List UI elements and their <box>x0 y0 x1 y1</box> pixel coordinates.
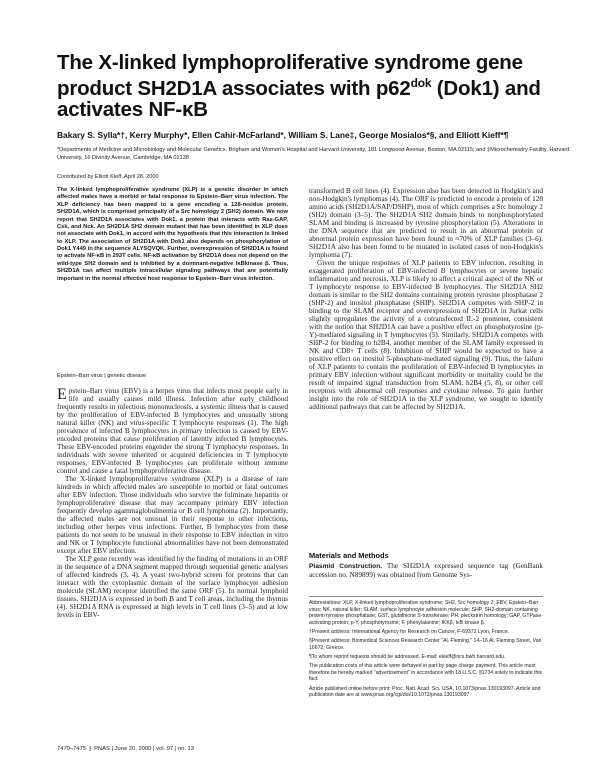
page-footer: 7470–7475 | PNAS | June 20, 2000 | vol. 97 | no. 13 <box>57 746 195 752</box>
footnote: Article published online before print: Proc. Natl. Acad. Sci. USA, 10.1073/pnas.130193097. Article and publication date are at www.pnas.org/cgi/doi/10.1073/pnas.130193097 <box>309 685 541 699</box>
affiliations: *Departments of Medicine and Microbiology and Molecular Genetics, Brigham and Women's Hospital and Harvard University, 181 Longwood Avenue, Boston, MA 02115; and ‡Microchemistry Facility, Harvard University, 16 Divinity Avenue, Cambridge, MA 02138 <box>57 147 570 161</box>
footnote-abbreviations: Abbreviations: XLP, X-linked lymphoproliferative syndrome; SH2, Src homology 2; EBV, Epstein–Barr virus; NK, natural killer; SLAM, surface lymphocyte adhesion molecule; SHP, SH2-domain containing protein tyrosine phosphatase; GST, glutathione S-transferase; PH, pleckstrin homology; GAP, GTPase-activating protein; p-Y, phosphotyrosine; F, phenylalanine; IKKβ, IκB kinase β. <box>309 600 543 626</box>
page-range: 7470–7475 <box>57 746 87 752</box>
footnotes <box>309 600 543 701</box>
title-tail: (Dok1) and activates NF-κB <box>57 76 541 121</box>
body-paragraph: transformed B cell lines (4). Expression also has been detected in Hodgkin's and non-Hodgkin's lymphomas (4). The ORF is predicted to encode a protein of 128 amino acids (SH2D1A/SAP/DSHP), most of which comprises a Src homology 2 (SH2) domain (3–5). The SH2D1A SH2 domain binds to nonphosphorylated SLAM and binding is increased by tyrosine phosphorylation (5). Alterations in the DNA sequence that are predicted to result in an abnormal protein or abnormal protein expression have been found in ≈70% of XLP families (3–6). SH2D1A also has been found to be mutated in isolated cases of non-Hodgkin's lymphoma (7). <box>309 187 543 260</box>
footnote: ¶To whom reprint requests should be addressed. E-mail: ekieff@rics.bwh.harvard.edu. <box>309 653 506 660</box>
drop-cap: E <box>57 386 67 403</box>
article-title <box>57 52 557 120</box>
contributed-line: Contributed by Elliott Kieff, April 28, 2000 <box>57 174 159 180</box>
section-heading: Materials and Methods <box>309 551 389 560</box>
methods-text: The SH2D1A expressed sequence tag (GenBank accession no. N89899) was obtained from Genome Sys- <box>309 562 543 580</box>
journal-info: PNAS | June 20, 2000 | vol. 97 | no. 13 <box>94 746 195 752</box>
footnote: †Present address: International Agency for Research on Cancer, F-69372 Lyon, France. <box>309 628 510 635</box>
footnote: §Present address: Biomedical Sciences Research Center "Al. Fleming," 14–16 Al. Fleming Street, Vari 16672, Greece. <box>309 638 542 651</box>
keywords: Epstein–Barr virus | genetic disease <box>57 373 147 379</box>
body-paragraph <box>57 387 288 475</box>
footnote: The publication costs of this article were defrayed in part by page charge payment. This article must therefore be hereby marked "advertisement" in accordance with 18 U.S.C. §1734 solely to indicate this fact. <box>309 663 543 683</box>
author-list: Bakary S. Sylla*†, Kerry Murphy*, Ellen Cahir-McFarland*, William S. Lane‡, George Mosialos*§, and Elliott Kieff*¶ <box>57 130 509 140</box>
body-paragraph: Given the unique responses of XLP patients to EBV infection, resulting in exaggerated proliferation of EBV-infected B lymphocytes or severe hepatic inflammation and necrosis, XLP is likely to affect a critical aspect of the NK or T lymphocyte response to EBV-infected B lymphocytes. The SH2D1A SH2 domain is similar to the SH2 domains containing protein tyrosine phosphatase 2 (SHP-2) and inositol phosphatase (SHIP). SH2D1A competes with SHP-2 in binding to the SLAM receptor and overexpression of SH2D1A in Jurkat cells slightly upregulates the activity of a cotransfected IL-2 promoter, consistent with the notion that SH2D1A can have a positive effect on phosphotyrosine (p-Y)-mediated signaling in T lymphocytes (5). Similarly, SH2D1A competes with SHP-2 for binding to h2B4, another member of the SLAM family expressed in NK and CD8+ T cells (8). Inhibition of SHIP would be expected to have a positive effect on inositol 5-phosphate-mediated signaling (9). Thus, the failure of XLP patients to contain the proliferation of EBV-infected B lymphocytes in primary EBV infection without significant morbidity or mortality could be the result of impaired signal transduction from SLAM, h2B4 (5, 8), or other cell receptors with abnormal cell responses and cytokine release. To gain further insight into the role of SH2D1A in the XLP syndrome, we sought to identify additional pathways that can be affected by SH2D1A. <box>309 259 543 412</box>
paragraph-text: pstein–Barr virus (EBV) is a herpes virus that infects most people early in life and usually causes mild illness. Infection after early childhood frequently results in infectious mononucleosis, a systemic illness that is caused by the proliferation of EBV-infected B lymphocytes and unusually strong natural killer (NK) and virus-specific T lymphocyte responses (1). The high prevalence of infected B lymphocytes in primary infection is caused by EBV-encoded proteins that cause proliferation of latently infected B lymphocytes. These EBV-encoded proteins engender the strong T lymphocyte responses. In individuals with severe inherited or acquired deficiencies in T lymphocyte responses, EBV-infected B lymphocytes can proliferate without immune control and cause a fatal lymphoproliferative disease. <box>57 387 288 476</box>
title-main: The X-linked lymphoproliferative syndrome gene product SH2D1A associates with p62 <box>57 51 523 100</box>
footnote-divider <box>309 596 543 597</box>
title-superscript: dok <box>410 76 432 90</box>
methods-paragraph <box>309 562 543 579</box>
left-body-column <box>57 387 288 619</box>
body-paragraph: The X-linked lymphoproliferative syndrome (XLP) is a disease of rare kindreds in which affected males are susceptible to morbid or fatal outcomes after EBV infection. Those individuals who survive the fulminate hepatitis or lymphoproliferative disease that may accompany primary EBV infection frequently develop agammaglobulinemia or B cell lymphoma (2). Importantly, the affected males are not unusual in their response to other infections, including other herpes virus infections. Further, B lymphocytes from these patients do not seem to be unusual in their response to EBV infection in vitro and NK or T lymphocyte functional abnormalities have not been demonstrated except after EBV infection. <box>57 475 288 556</box>
right-body-column <box>309 187 543 411</box>
body-paragraph: The XLP gene recently was identified by the finding of mutations in an ORF in the sequence of a DNA segment mapped through sequential genetic analyses of affected kindreds (3, 4). A yeast two-hybrid screen for proteins that can interact with the cytoplasmic domain of the surface lymphocyte adhesion molecule (SLAM) receptor identified the same ORF (5). In normal lymphoid tissues, SH2D1A is expressed in both B and T cell areas, including the thymus (4). SH2D1A RNA is expressed at high levels in T cell lines (3–5) and at low levels in EBV- <box>57 555 288 620</box>
subsection-heading: Plasmid Construction. <box>309 563 383 570</box>
abstract: The X-linked lymphoproliferative syndrome (XLP) is a genetic disorder in which affected males have a morbid or fatal response to Epstein–Barr virus infection. The XLP deficiency has been mapped to a gene encoding a 128-residue protein, SH2D1A, which is comprised principally of a Src homology 2 (SH2) domain. We now report that SH2D1A associates with Dok1, a protein that interacts with Ras-GAP, Csk, and Nck. An SH2D1A SH2 domain mutant that has been identified in XLP does not associate with Dok1, in accord with the hypothesis that this interaction is linked to XLP. The association of SH2D1A with Dok1 also depends on phosphorylation of Dok1 Y449 in the sequence ALYSQVQK. Further, overexpression of SH2D1A is found to activate NF-κB in 293T cells. NF-κB activation by SH2D1A does not depend on the wild-type SH2 domain and is inhibited by a dominant-negative IκBkinase β. Thus, SH2D1A can affect multiple intracellular signaling pathways that are potentially important in the normal effective host response to Epstein–Barr virus infection. <box>57 187 288 282</box>
